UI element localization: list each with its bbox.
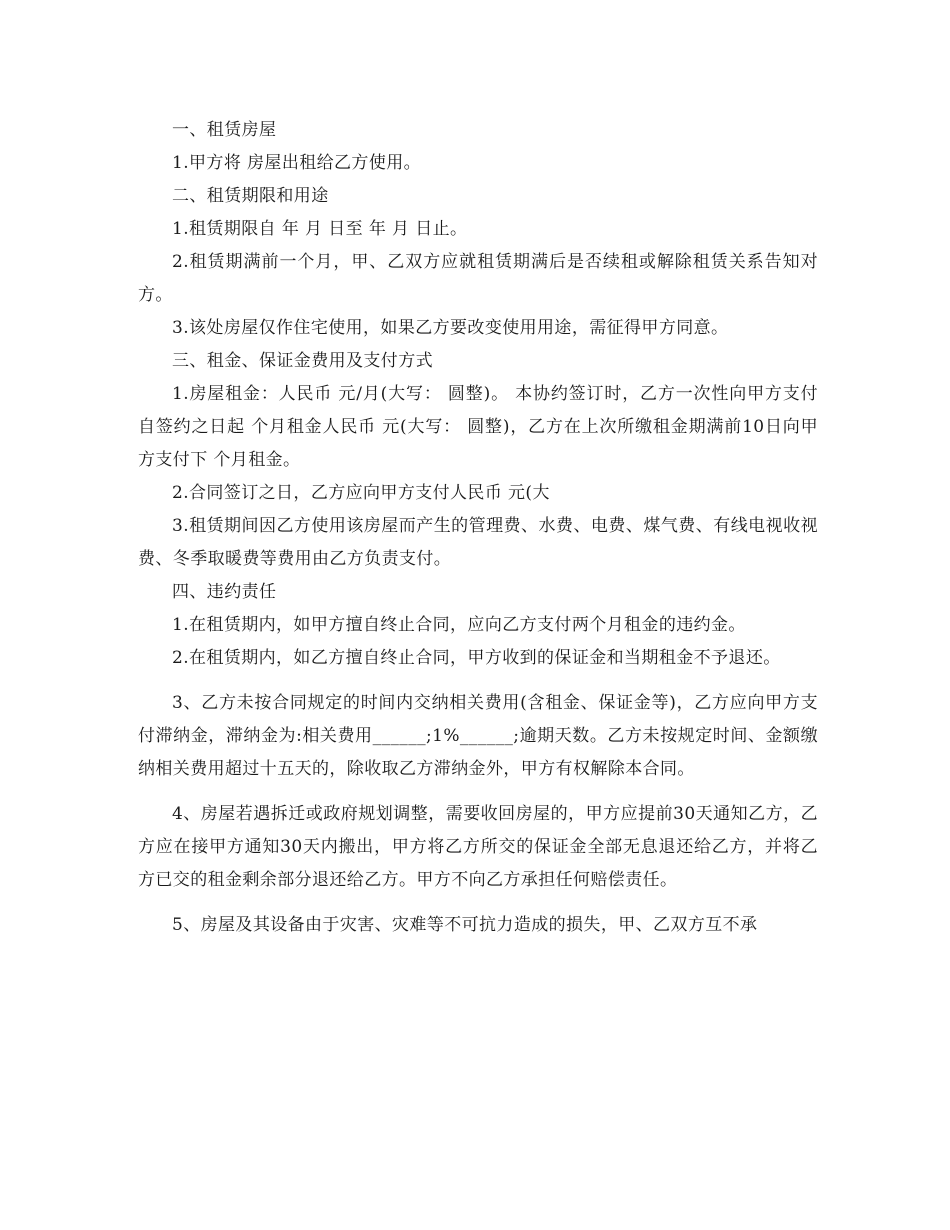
section-heading-lease-term: 二、租赁期限和用途 [172,186,329,206]
paragraph: 5、房屋及其设备由于灾害、灾难等不可抗力造成的损失，甲、乙双方互不承 [172,915,758,935]
paragraph: 2.租赁期满前一个月，甲、乙双方应就租赁期满后是否续租或解除租赁关系告知对方。 [138,252,818,305]
section-heading-rent-deposit: 三、租金、保证金费用及支付方式 [172,351,433,371]
paragraph: 1.房屋租金：人民币 元/月(大写： 圆整)。 本协约签订时，乙方一次性向甲方支付自签约之日起 个月租金人民币 元(大写： 圆整)，乙方在上次所缴租金期满前10日向甲方支付下 个月租金。 [138,384,818,470]
paragraph: 2.合同签订之日，乙方应向甲方支付人民币 元(大 [172,483,550,503]
section-heading-rental-property: 一、租赁房屋 [172,120,277,140]
paragraph: 1.租赁期限自 年 月 日至 年 月 日止。 [172,219,468,239]
paragraph: 3.租赁期间因乙方使用该房屋而产生的管理费、水费、电费、煤气费、有线电视收视费、冬季取暖费等费用由乙方负责支付。 [138,516,818,569]
paragraph: 3.该处房屋仅作住宅使用，如果乙方要改变使用用途，需征得甲方同意。 [172,318,729,338]
paragraph: 4、房屋若遇拆迁或政府规划调整，需要收回房屋的，甲方应提前30天通知乙方，乙方应在接甲方通知30天内搬出，甲方将乙方所交的保证金全部无息退还给乙方，并将乙方已交的租金剩余部分退还给乙方。甲方不向乙方承担任何赔偿责任。 [138,804,818,890]
paragraph: 1.在租赁期内，如甲方擅自终止合同，应向乙方支付两个月租金的违约金。 [172,615,746,635]
section-heading-breach-liability: 四、违约责任 [172,582,277,602]
paragraph: 1.甲方将 房屋出租给乙方使用。 [172,153,422,173]
paragraph: 2.在租赁期内，如乙方擅自终止合同，甲方收到的保证金和当期租金不予退还。 [172,648,781,668]
paragraph: 3、乙方未按合同规定的时间内交纳相关费用(含租金、保证金等)，乙方应向甲方支付滞纳金，滞纳金为:相关费用______;1%______;逾期天数。乙方未按规定时间、金额缴纳相关费用超过十五天的，除收取乙方滞纳金外，甲方有权解除本合同。 [138,693,818,779]
document-body [138,114,818,942]
